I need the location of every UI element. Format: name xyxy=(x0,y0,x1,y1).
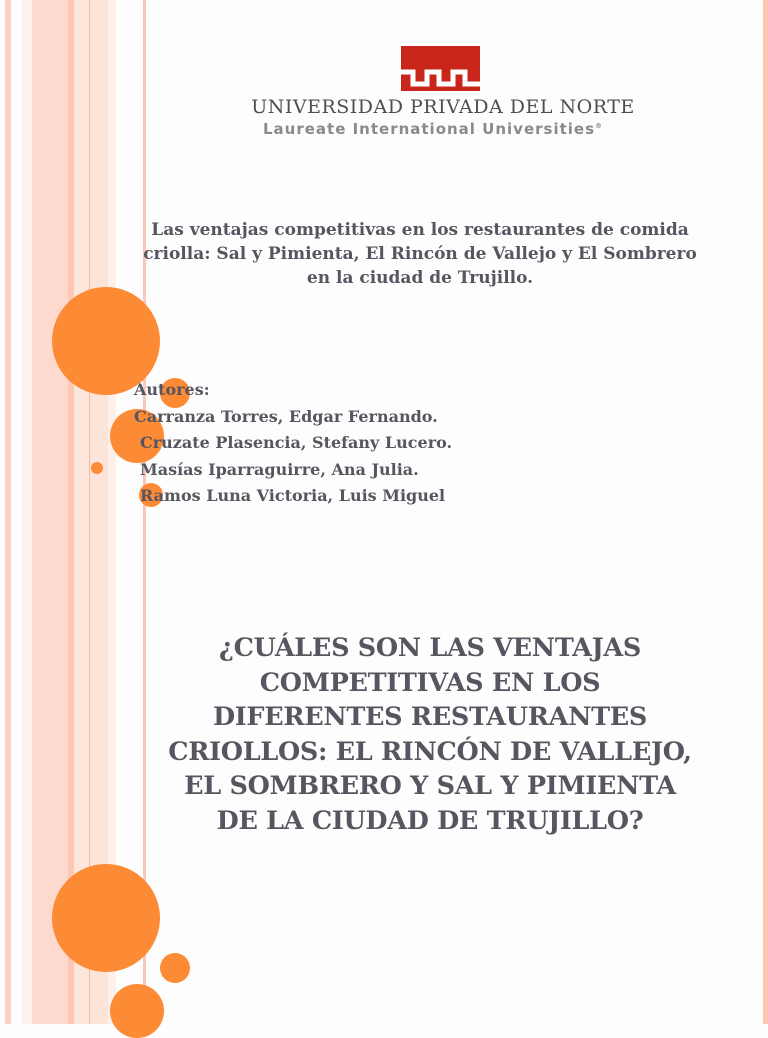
decorative-stripe xyxy=(32,0,68,1024)
author-item: Ramos Luna Victoria, Luis Miguel xyxy=(140,486,446,505)
decorative-stripe xyxy=(5,0,11,1024)
decorative-circle-tiny xyxy=(91,462,103,474)
decorative-circle-medium xyxy=(110,984,164,1038)
university-network xyxy=(198,120,668,138)
decorative-circle-small xyxy=(160,953,190,983)
research-question: ¿CUÁLES SON LAS VENTAJAS COMPETITIVAS EN LOS DIFERENTES RESTAURANTES CRIOLLOS: EL RINCÓN DE VALLEJO, EL SOMBRERO Y SAL Y PIMIENTA DE LA CIUDAD DE TRUJILLO? xyxy=(168,633,692,836)
university-name: UNIVERSIDAD PRIVADA DEL NORTE xyxy=(251,96,635,118)
right-border-stripe xyxy=(763,0,768,1024)
thesis-title: Las ventajas competitivas en los restaurantes de comida criolla: Sal y Pimienta, El Rincón de Vallejo y El Sombrero en la ciudad de Trujillo. xyxy=(143,220,697,288)
authors-block xyxy=(134,377,554,510)
author-item: Masías Iparraguirre, Ana Julia. xyxy=(140,459,419,479)
upn-logo-icon xyxy=(401,46,480,91)
decorative-circle-large xyxy=(52,864,160,972)
registered-mark: ® xyxy=(595,122,604,130)
author-item: Carranza Torres, Edgar Fernando. xyxy=(134,406,438,426)
decorative-stripe xyxy=(22,0,32,1024)
author-item: Cruzate Plasencia, Stefany Lucero. xyxy=(140,433,453,452)
decorative-stripe xyxy=(143,0,146,1024)
authors-label: Autores: xyxy=(134,380,210,399)
network-text: Laureate International Universities xyxy=(262,120,596,138)
